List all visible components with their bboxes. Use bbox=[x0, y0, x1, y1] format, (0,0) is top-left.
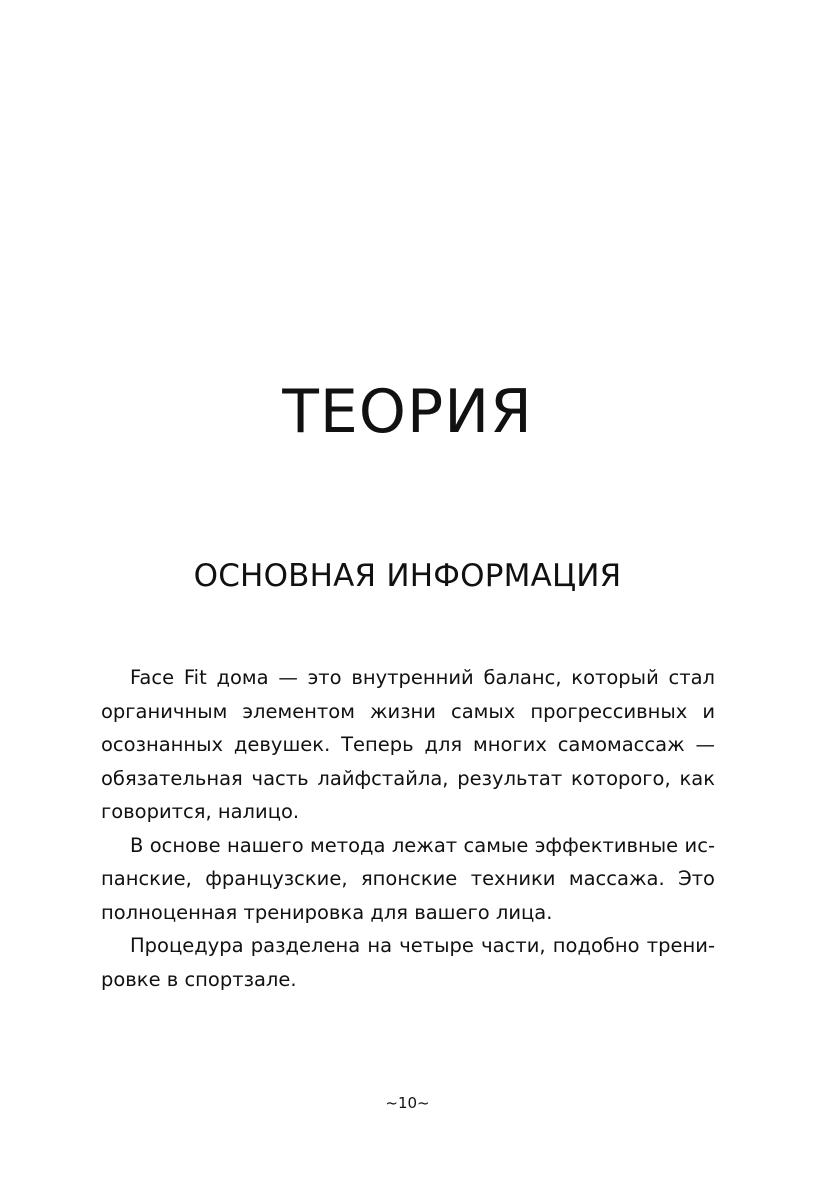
paragraph: Face Fit дома — это внутренний баланс, который стал органичным элементом жизни самых прогрессивных и осознанных девушек. Теперь для многих самомассаж — обязательная часть лайфстайла, результат которого, как говорится, налицо. bbox=[101, 666, 715, 823]
paragraph: Процедура разделена на четыре части, подобно тренировке в спортзале. bbox=[101, 934, 715, 991]
page-number: ~10~ bbox=[385, 1094, 430, 1112]
paragraph: В основе нашего метода лежат самые эффективные испанские, французские, японские техники массажа. Это полноценная тренировка для вашего лица. bbox=[101, 833, 715, 924]
chapter-title: ТЕОРИЯ bbox=[282, 377, 533, 447]
section-title: ОСНОВНАЯ ИНФОРМАЦИЯ bbox=[193, 558, 622, 594]
body-text bbox=[101, 661, 715, 996]
